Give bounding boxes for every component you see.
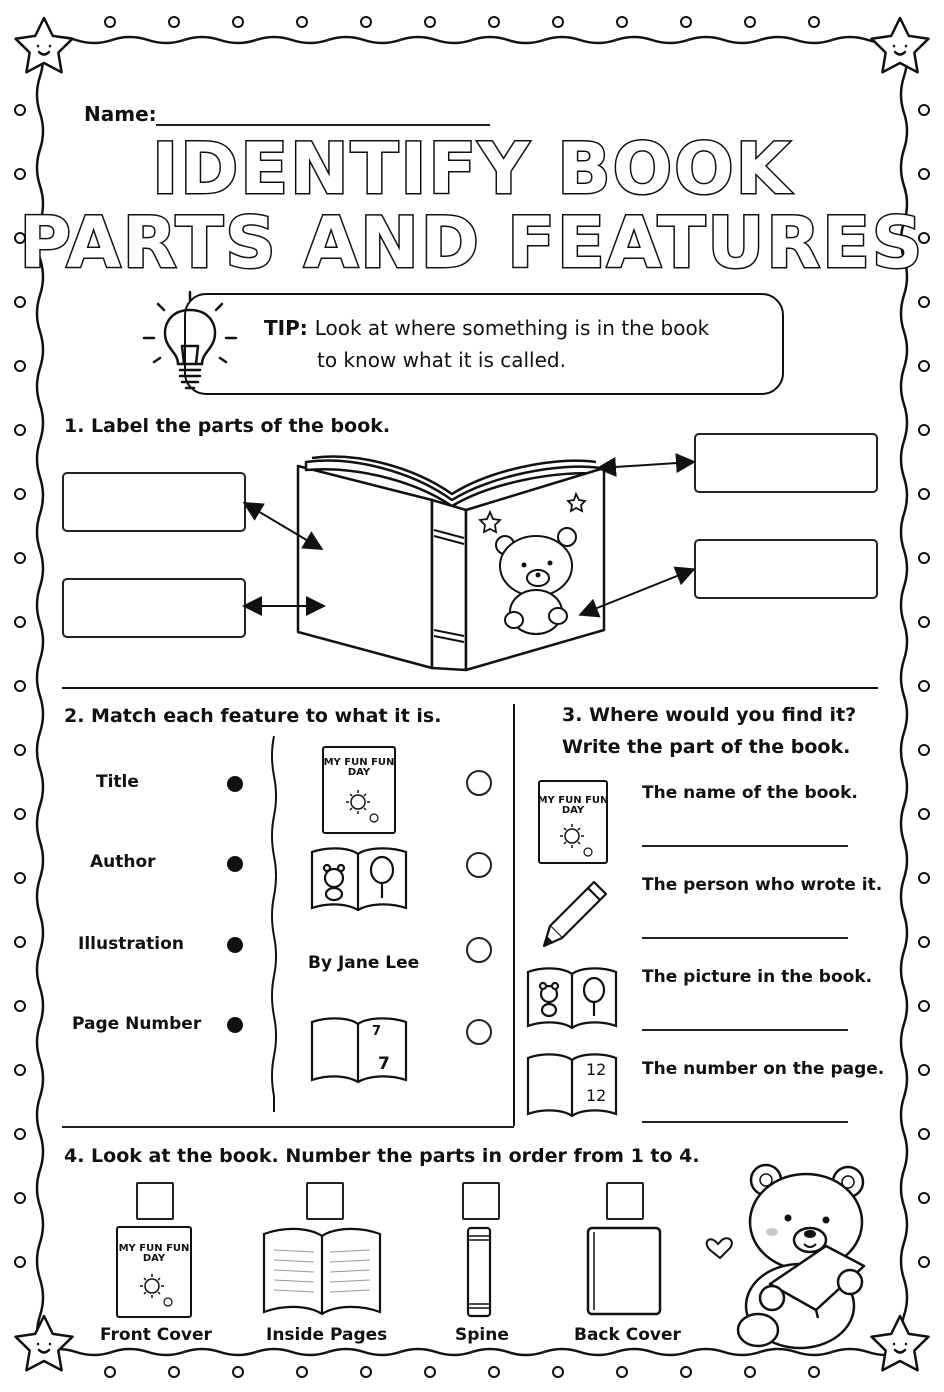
match-dot-title[interactable] bbox=[227, 776, 243, 792]
label-back-cover: Back Cover bbox=[574, 1325, 681, 1345]
back-cover-picture bbox=[584, 1226, 664, 1318]
page-num-faint: 7 bbox=[372, 1024, 382, 1039]
prompt-author: The person who wrote it. bbox=[642, 875, 883, 895]
feature-page-number: Page Number bbox=[72, 1014, 202, 1034]
label-front-cover: Front Cover bbox=[100, 1325, 212, 1345]
tip-prefix: TIP: bbox=[264, 316, 308, 340]
prompt-number: The number on the page. bbox=[642, 1059, 885, 1079]
heart-icon bbox=[707, 1238, 732, 1258]
cover-text: MY FUN FUN DAY bbox=[323, 757, 395, 778]
author-text: By Jane Lee bbox=[308, 953, 420, 973]
answer-line-4[interactable] bbox=[642, 1121, 848, 1123]
section1-heading: 1. Label the parts of the book. bbox=[64, 415, 391, 437]
answer-line-3[interactable] bbox=[642, 1029, 848, 1031]
section-divider bbox=[62, 1126, 514, 1128]
number-box-front-cover[interactable] bbox=[136, 1182, 174, 1220]
label-spine: Spine bbox=[455, 1325, 509, 1345]
s3-page-num-a: 12 bbox=[586, 1060, 607, 1079]
sun-icon bbox=[558, 822, 594, 858]
spine-picture bbox=[466, 1226, 494, 1320]
s3-illustration-picture bbox=[526, 966, 618, 1032]
front-cover-picture bbox=[116, 1226, 192, 1318]
match-dot-page-number[interactable] bbox=[227, 1017, 243, 1033]
feature-title: Title bbox=[96, 772, 139, 792]
section3-heading-line2: Write the part of the book. bbox=[562, 736, 851, 758]
inside-pages-picture bbox=[262, 1226, 382, 1318]
page-title-line2: PARTS AND FEATURES bbox=[19, 202, 925, 284]
section4-heading: 4. Look at the book. Number the parts in order from 1 to 4. bbox=[64, 1145, 700, 1167]
label-inside-pages: Inside Pages bbox=[266, 1325, 388, 1345]
match-circle-4[interactable] bbox=[466, 1019, 492, 1045]
feature-author: Author bbox=[90, 852, 156, 872]
bear-illustration bbox=[496, 528, 576, 634]
dashed-divider bbox=[268, 736, 280, 1116]
pencil-icon bbox=[540, 878, 612, 950]
tip-line1: Look at where something is in the book bbox=[314, 316, 710, 340]
s3-cover-text: MY FUN FUN DAY bbox=[537, 795, 609, 816]
section3-heading-line1: 3. Where would you find it? bbox=[562, 704, 857, 726]
feature-illustration: Illustration bbox=[78, 934, 184, 954]
match-circle-3[interactable] bbox=[466, 937, 492, 963]
tip-line2: to know what it is called. bbox=[317, 348, 566, 372]
sun-icon bbox=[138, 1272, 174, 1308]
page-num: 7 bbox=[378, 1054, 390, 1074]
star-icon bbox=[16, 1316, 73, 1370]
reading-bear-illustration bbox=[700, 1160, 880, 1360]
prompt-picture: The picture in the book. bbox=[642, 967, 873, 987]
number-box-spine[interactable] bbox=[462, 1182, 500, 1220]
number-box-back-cover[interactable] bbox=[606, 1182, 644, 1220]
answer-line-2[interactable] bbox=[642, 937, 848, 939]
answer-line-1[interactable] bbox=[642, 845, 848, 847]
section2-heading: 2. Match each feature to what it is. bbox=[64, 705, 442, 727]
match-page-number-picture bbox=[310, 1014, 410, 1086]
sun-icon bbox=[344, 788, 380, 824]
number-box-inside-pages[interactable] bbox=[306, 1182, 344, 1220]
match-circle-2[interactable] bbox=[466, 852, 492, 878]
page-title-line1: IDENTIFY BOOK bbox=[152, 128, 792, 210]
s3-page-num-b: 12 bbox=[586, 1086, 607, 1105]
match-illustration-picture bbox=[310, 846, 410, 916]
s3-cover-picture bbox=[538, 780, 608, 864]
match-cover-picture bbox=[322, 746, 396, 834]
name-label: Name: bbox=[84, 102, 157, 126]
s4-cover-text: MY FUN FUN DAY bbox=[118, 1243, 190, 1264]
match-dot-illustration[interactable] bbox=[227, 937, 243, 953]
star-icon bbox=[872, 1316, 929, 1370]
prompt-name: The name of the book. bbox=[642, 783, 858, 803]
match-circle-1[interactable] bbox=[466, 770, 492, 796]
match-dot-author[interactable] bbox=[227, 856, 243, 872]
